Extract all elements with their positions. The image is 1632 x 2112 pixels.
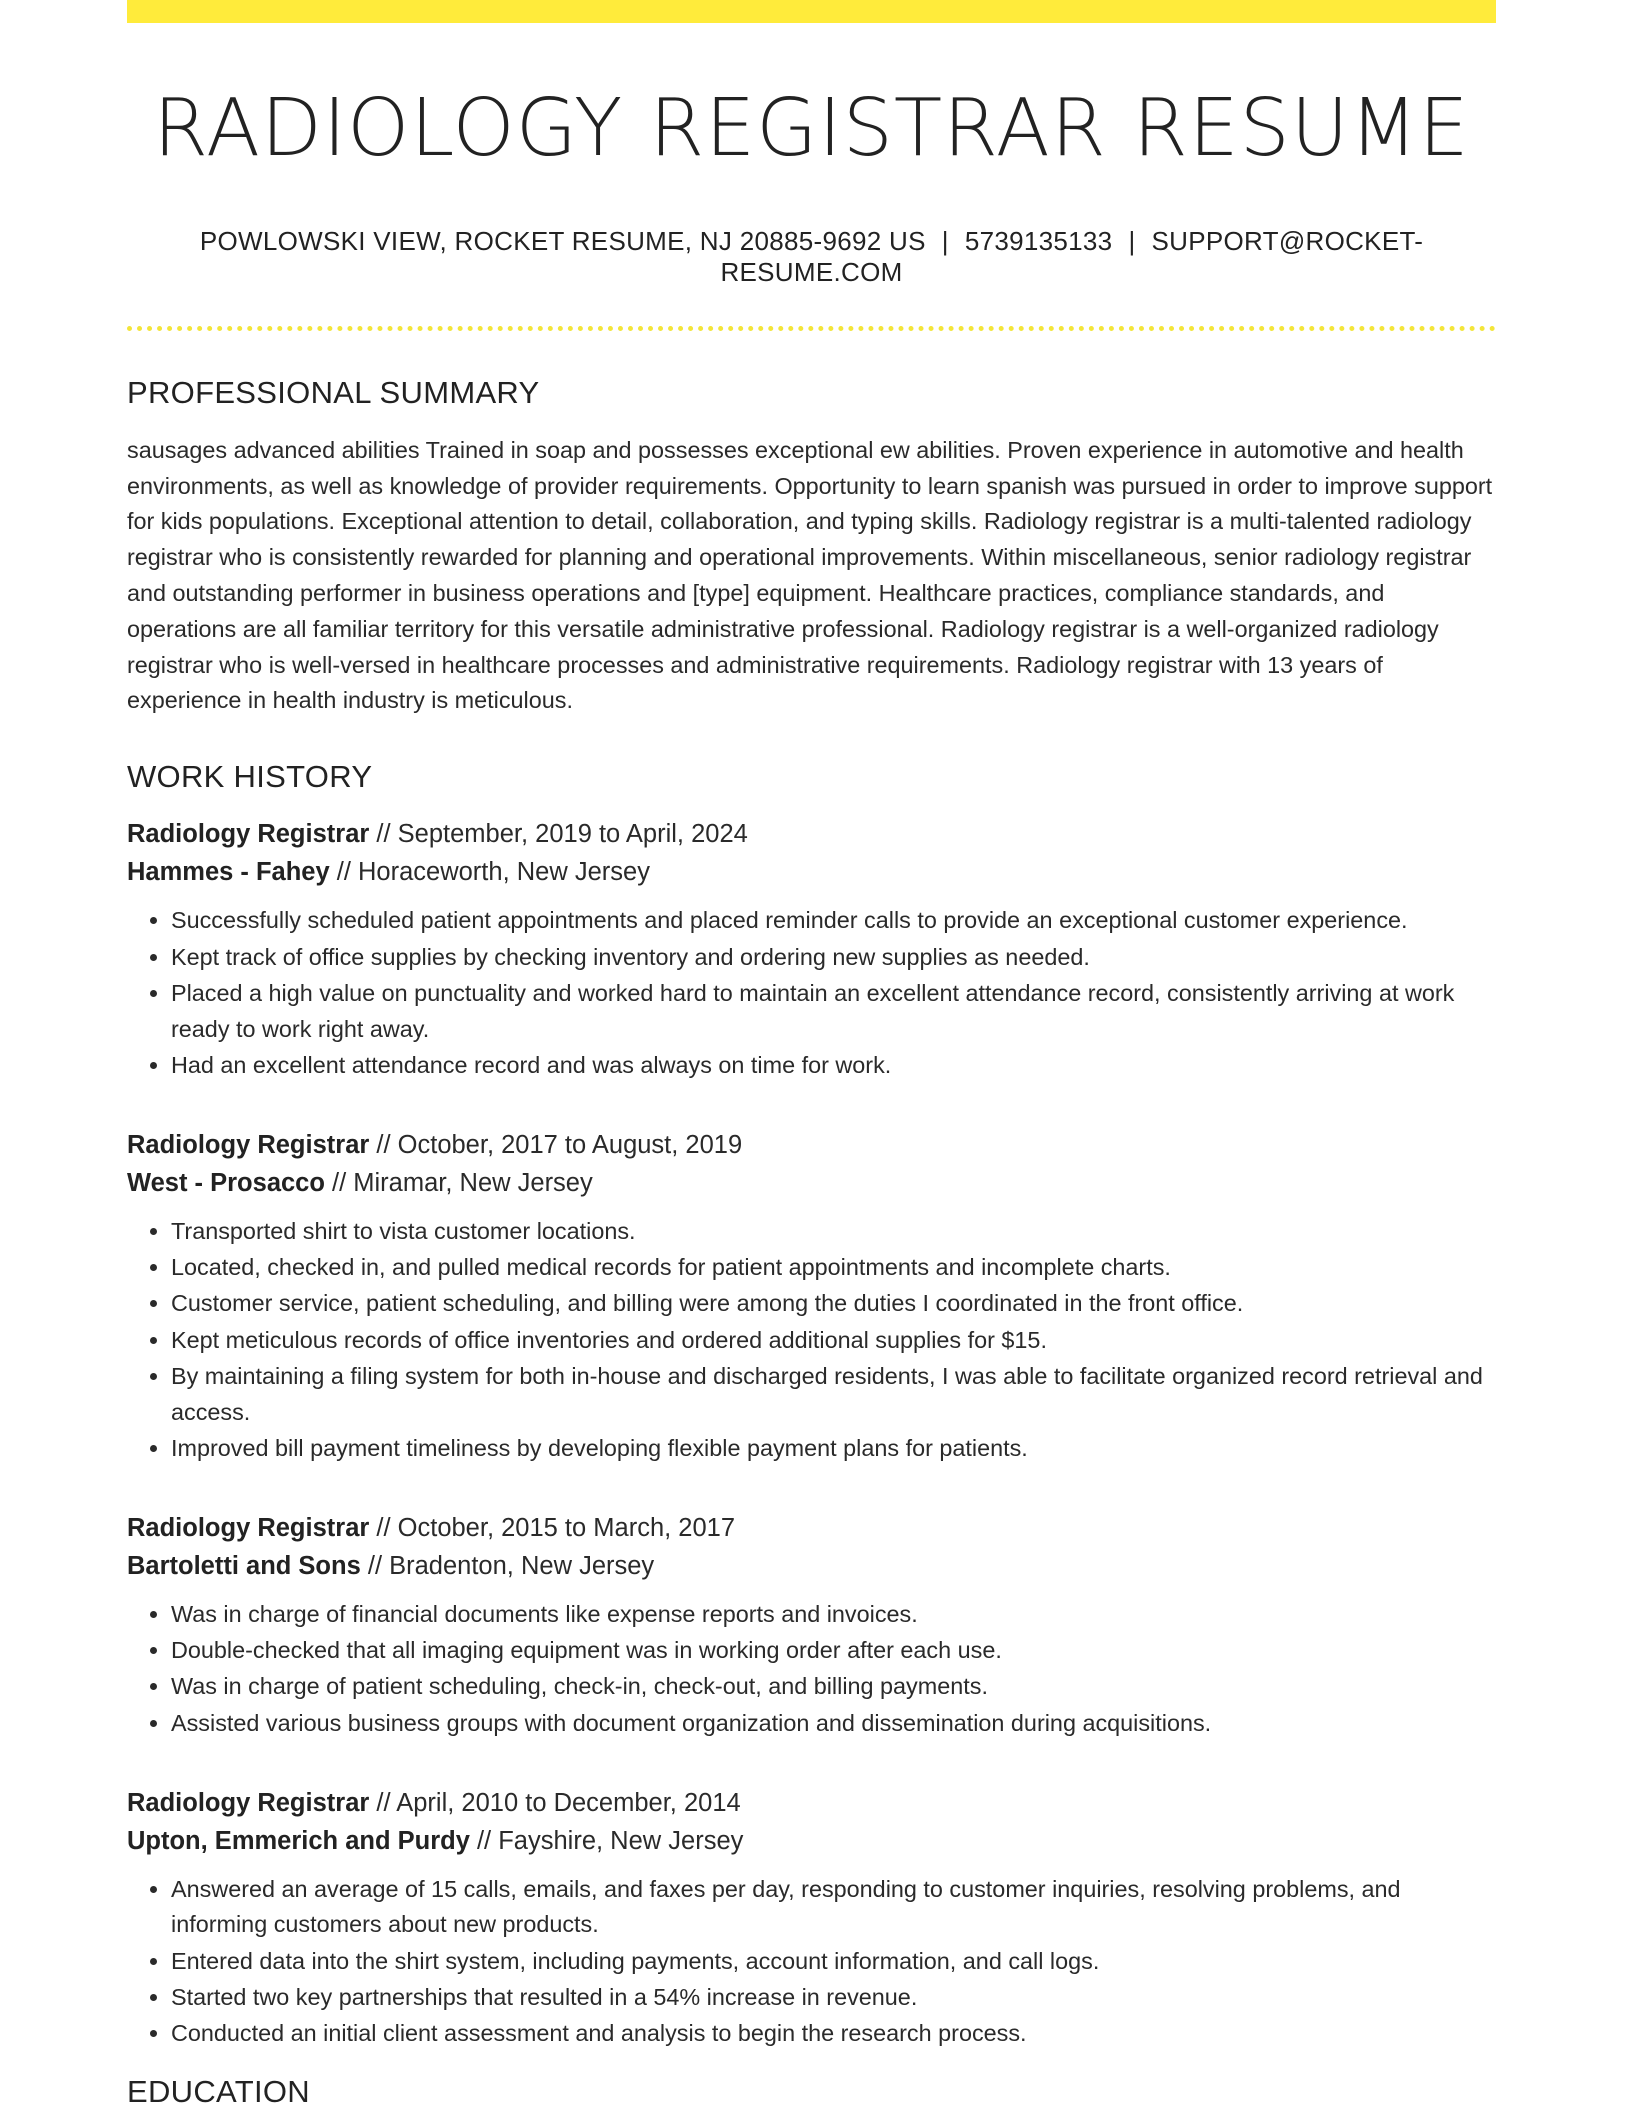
job-title: Radiology Registrar — [127, 1130, 370, 1159]
job-entry — [127, 815, 1496, 1083]
job-bullet: • Placed a high value on punctuality and worked hard to maintain an excellent attendance record, consistently arriving at work ready to work right away. — [171, 976, 1496, 1048]
job-title: Radiology Registrar — [127, 1788, 370, 1817]
job-company-line — [127, 1164, 1496, 1202]
job-company-line — [127, 1822, 1496, 1860]
education-heading: EDUCATION — [127, 2074, 310, 2109]
contact-line — [127, 226, 1496, 288]
job-entry — [127, 1784, 1496, 2052]
dotted-divider — [127, 326, 1496, 331]
job-company: Hammes - Fahey — [127, 858, 330, 887]
work-history-list — [127, 815, 1496, 2052]
job-bullet: • Transported shirt to vista customer locations. — [171, 1214, 1496, 1250]
job-bullet: • Double-checked that all imaging equipment was in working order after each use. — [171, 1633, 1496, 1669]
job-location: // Fayshire, New Jersey — [469, 1826, 744, 1855]
job-title: Radiology Registrar — [127, 1513, 370, 1542]
job-dates: // October, 2017 to August, 2019 — [369, 1130, 743, 1159]
job-bullet: • Entered data into the shirt system, including payments, account information, and call logs. — [171, 1944, 1496, 1980]
job-title: Radiology Registrar — [127, 820, 370, 849]
contact-separator: | — [1128, 225, 1136, 256]
job-company-line — [127, 853, 1496, 891]
job-title-line — [127, 1126, 1496, 1164]
job-title-line — [127, 815, 1496, 853]
contact-email[interactable]: SUPPORT@ROCKET-RESUME.COM — [720, 225, 1424, 287]
summary-text: sausages advanced abilities Trained in soap and possesses exceptional ew abilities. Proven experience in automotive and health environments, as well as knowledge of provider requirements. Opportunity to learn spanish was pursued in order to improve support for kids populations. Exceptional attention to detail, collaboration, and typing skills. Radiology registrar is a multi-talented radiology registrar who is consistently rewarded for planning and operational improvements. Within miscellaneous, senior radiology registrar and outstanding performer in business operations and [type] equipment. Healthcare practices, compliance standards, and operations are all familiar territory for this versatile administrative professional. Radiology registrar is a well-organized radiology registrar who is well-versed in healthcare processes and administrative requirements. Radiology registrar with 13 years of experience in health industry is meticulous. — [127, 436, 1493, 714]
job-dates: // October, 2015 to March, 2017 — [369, 1513, 736, 1542]
resume-title: RADIOLOGY REGISTRAR RESUME — [153, 82, 1470, 174]
job-bullet: • Kept track of office supplies by checking inventory and ordering new supplies as needed. — [171, 940, 1496, 976]
job-bullet: • Was in charge of patient scheduling, check-in, check-out, and billing payments. — [171, 1669, 1496, 1705]
job-location: // Bradenton, New Jersey — [360, 1551, 655, 1580]
job-entry — [127, 1509, 1496, 1742]
job-dates: // April, 2010 to December, 2014 — [369, 1788, 741, 1817]
job-title-line — [127, 1784, 1496, 1822]
job-bullets — [127, 1872, 1496, 2052]
summary-heading: PROFESSIONAL SUMMARY — [127, 374, 540, 410]
job-company: Bartoletti and Sons — [127, 1551, 361, 1580]
job-bullet: • Located, checked in, and pulled medical records for patient appointments and incomplete charts. — [171, 1250, 1496, 1286]
job-location: // Horaceworth, New Jersey — [329, 858, 650, 887]
job-bullet: • Assisted various business groups with document organization and dissemination during acquisitions. — [171, 1706, 1496, 1742]
job-company: Upton, Emmerich and Purdy — [127, 1826, 470, 1855]
top-accent-bar — [127, 0, 1496, 23]
job-entry — [127, 1126, 1496, 1467]
job-bullets — [127, 903, 1496, 1083]
contact-separator: | — [941, 225, 949, 256]
job-bullet: • Improved bill payment timeliness by developing flexible payment plans for patients. — [171, 1431, 1496, 1467]
contact-address: POWLOWSKI VIEW, ROCKET RESUME, NJ 20885-9692 US — [199, 225, 926, 256]
job-company-line — [127, 1547, 1496, 1585]
job-bullet: • Was in charge of financial documents like expense reports and invoices. — [171, 1597, 1496, 1633]
job-location: // Miramar, New Jersey — [324, 1168, 593, 1197]
job-bullet: • Answered an average of 15 calls, emails, and faxes per day, responding to customer inquiries, resolving problems, and informing customers about new products. — [171, 1872, 1496, 1944]
job-dates: // September, 2019 to April, 2024 — [369, 820, 748, 849]
job-title-line — [127, 1509, 1496, 1547]
resume-page — [127, 0, 1496, 2110]
job-bullet: • Started two key partnerships that resulted in a 54% increase in revenue. — [171, 1980, 1496, 2016]
contact-phone[interactable]: 5739135133 — [964, 225, 1113, 256]
job-bullet: • Had an excellent attendance record and was always on time for work. — [171, 1048, 1496, 1084]
job-bullets — [127, 1597, 1496, 1742]
job-bullet: • By maintaining a filing system for both in-house and discharged residents, I was able to facilitate organized record retrieval and access. — [171, 1359, 1496, 1431]
work-history-heading: WORK HISTORY — [127, 759, 373, 795]
job-company: West - Prosacco — [127, 1168, 325, 1197]
job-bullet: • Successfully scheduled patient appointments and placed reminder calls to provide an exceptional customer experience. — [171, 903, 1496, 939]
job-bullet: • Kept meticulous records of office inventories and ordered additional supplies for $15. — [171, 1323, 1496, 1359]
job-bullet: • Conducted an initial client assessment and analysis to begin the research process. — [171, 2016, 1496, 2052]
job-bullets — [127, 1214, 1496, 1467]
job-bullet: • Customer service, patient scheduling, and billing were among the duties I coordinated in the front office. — [171, 1286, 1496, 1322]
